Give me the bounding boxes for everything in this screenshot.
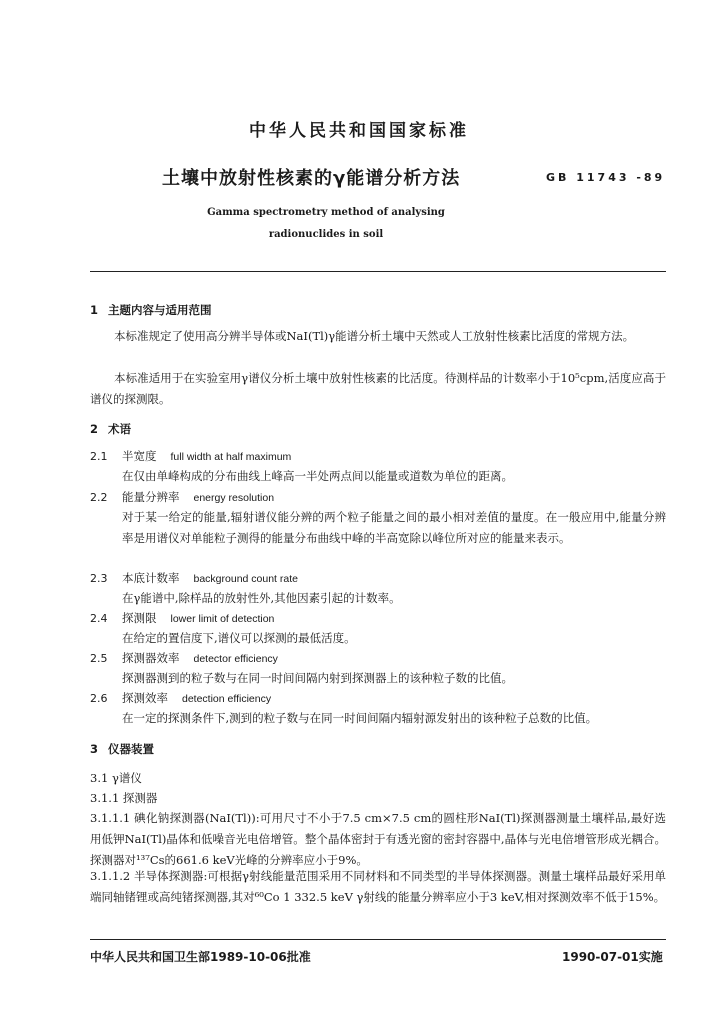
section-1-title: 主题内容与适用范围 [108,303,212,317]
implementation-date: 1990-07-01实施 [562,950,663,964]
term-english: full width at half maximum [170,451,292,463]
term-english: background count rate [193,573,298,585]
footer-divider [90,939,666,940]
standard-number: GB 11743 -89 [546,171,666,184]
term-chinese: 探测限 [122,611,157,625]
document-title: 土壤中放射性核素的γ能谱分析方法 [162,168,461,189]
term-number: 2.5 [90,652,108,665]
term-2-2-definition: 对于某一给定的能量,辐射谱仪能分辨的两个粒子能量之间的最小相对差值的量度。在一般应用中,能量分辨率是用谱仪对单能粒子测得的能量分布曲线中峰的半高宽除以峰位所对应的能量来表示。 [122,510,666,545]
term-chinese: 本底计数率 [122,571,180,585]
term-number: 2.4 [90,612,108,625]
section-2-heading [90,421,131,437]
term-2-3-definition: 在γ能谱中,除样品的放射性外,其他因素引起的计数率。 [122,591,401,605]
term-chinese: 探测器效率 [122,651,180,665]
term-number: 2.2 [90,491,108,504]
term-2-3 [90,570,298,586]
subsection-3-1-1: 3.1.1 探测器 [90,791,158,805]
section-1-paragraph-1: 本标准规定了使用高分辨半导体或NaI(Tl)γ能谱分析土壤中天然或人工放射性核素比活度的常规方法。 [114,329,635,343]
term-number: 2.6 [90,692,108,705]
term-number: 2.1 [90,450,108,463]
section-2-title: 术语 [108,422,131,436]
term-english: detection efficiency [182,693,272,705]
term-english: lower limit of detection [170,613,275,625]
term-2-6-definition: 在一定的探测条件下,测到的粒子数与在同一时间间隔内辐射源发射出的该种粒子总数的比值。 [122,711,598,725]
english-title-line-2: radionuclides in soil [268,229,384,240]
term-2-2 [90,489,274,505]
clause-3-1-1-2: 3.1.1.2 半导体探测器:可根据γ射线能量范围采用不同材料和不同类型的半导体探测器。测量土壤样品最好采用单端同轴锗锂或高纯锗探测器,其对⁶⁰Co 1 332.5 keV γ射线的能量分辨率应小于3 keV,相对探测效率不低于15%。 [90,869,666,904]
section-2-number: 2 [90,422,99,436]
approval-date: 中华人民共和国卫生部1989-10-06批准 [90,950,311,964]
term-2-1 [90,448,291,464]
term-2-5-definition: 探测器测到的粒子数与在同一时间间隔内射到探测器上的该种粒子数的比值。 [122,671,513,685]
term-2-4-definition: 在给定的置信度下,谱仪可以探测的最低活度。 [122,631,356,645]
term-chinese: 半宽度 [122,449,157,463]
term-2-1-definition: 在仅由单峰构成的分布曲线上峰高一半处两点间以能量或道数为单位的距离。 [122,469,513,483]
english-title-line-1: Gamma spectrometry method of analysing [207,207,445,218]
section-1-paragraph-2: 本标准适用于在实验室用γ谱仪分析土壤中放射性核素的比活度。待测样品的计数率小于10⁵cpm,活度应高于谱仪的探测限。 [90,371,666,406]
section-3-number: 3 [90,742,99,756]
section-1-number: 1 [90,303,99,317]
term-english: detector efficiency [193,653,278,665]
header-divider [90,271,666,272]
term-english: energy resolution [193,492,275,504]
term-number: 2.3 [90,572,108,585]
term-2-5 [90,650,278,666]
issuing-country-heading: 中华人民共和国国家标准 [249,121,469,141]
term-2-4 [90,610,274,626]
term-2-6 [90,690,271,706]
section-3-heading [90,741,154,757]
subsection-3-1: 3.1 γ谱仪 [90,771,142,785]
term-chinese: 探测效率 [122,691,168,705]
clause-3-1-1-1: 3.1.1.1 碘化钠探测器(NaI(Tl)):可用尺寸不小于7.5 cm×7.5 cm的圆柱形NaI(Tl)探测器测量土壤样品,最好选用低钾NaI(Tl)晶体和低噪音光电倍增管。整个晶体密封于有透光窗的密封容器中,晶体与光电倍增管形成光耦合。探测器对¹³⁷Cs的661.6 keV光峰的分辨率应小于9%。 [90,811,666,867]
section-3-title: 仪器装置 [108,742,154,756]
term-chinese: 能量分辨率 [122,490,180,504]
section-1-heading [90,302,212,318]
